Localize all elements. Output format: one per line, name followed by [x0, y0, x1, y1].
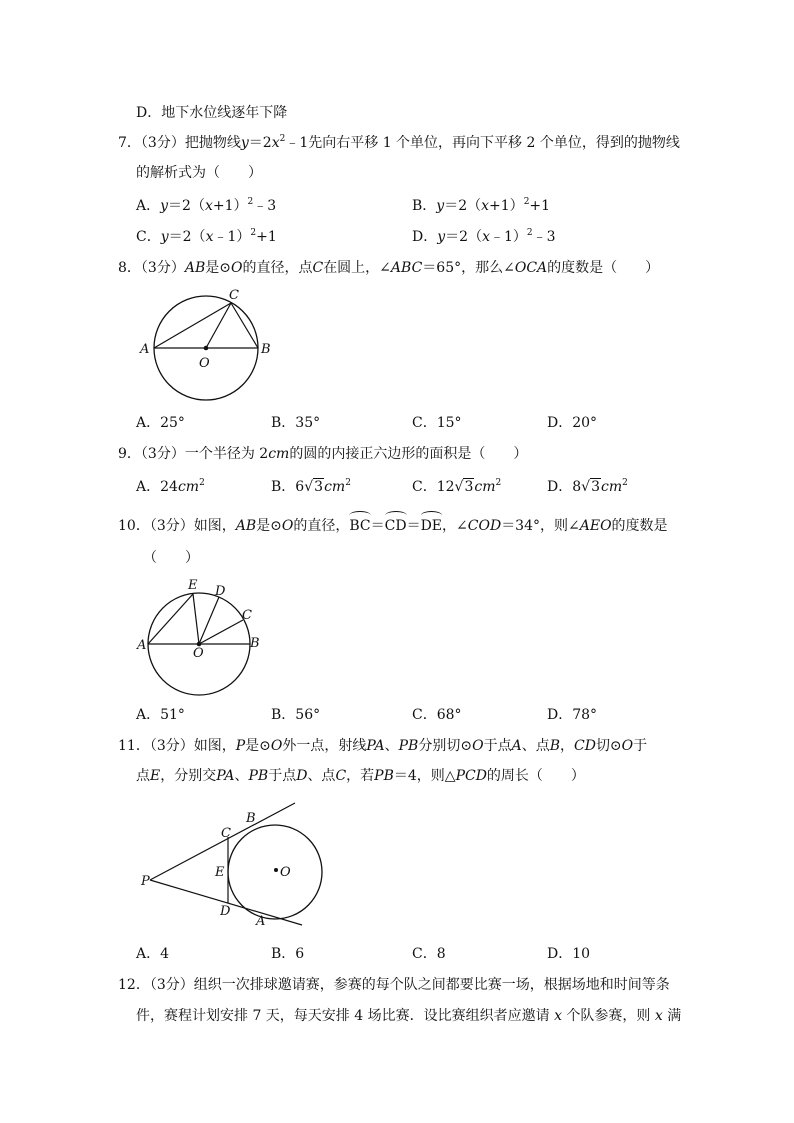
q11-label-d: D — [220, 904, 231, 919]
q9-option-b — [271, 477, 351, 497]
q8-figure — [130, 285, 280, 410]
text: 组织一次排球邀请赛，参赛的每个队之间都要比赛一场，根据场地和时间等条 — [193, 977, 670, 993]
seg-pb: PB — [374, 768, 394, 784]
q7-score: （3分） — [140, 135, 185, 151]
expr: ﹣3 — [253, 198, 277, 214]
var-y: y — [160, 198, 169, 214]
exponent: 2 — [250, 228, 257, 238]
q7-option-c — [136, 227, 277, 247]
pt-p: P — [235, 738, 246, 754]
arc-bc: BC — [349, 513, 370, 536]
q7-expr-y: y — [240, 135, 249, 151]
exponent: 2 — [523, 197, 530, 207]
q10-stem-line1 — [118, 513, 668, 536]
q10-figure — [130, 574, 275, 700]
pt-d: D — [296, 768, 308, 784]
arc-cd: CD — [385, 513, 407, 536]
text: 在圆上，∠ — [323, 260, 391, 276]
sqrt-symbol: √3 — [581, 479, 600, 495]
q11-stem-line2 — [136, 766, 585, 786]
pt-c: C — [335, 768, 347, 784]
text: 于点 — [268, 768, 297, 784]
q7-expr-tail: ﹣1 — [285, 135, 309, 151]
var-x: x — [654, 1008, 663, 1024]
expr: ＝2（ — [444, 198, 482, 214]
var-y: y — [437, 229, 446, 245]
option-label: B． — [271, 479, 296, 495]
unit: cm — [474, 479, 496, 495]
text: 的度数是（ ） — [547, 260, 660, 276]
text: 的直径， — [293, 518, 350, 534]
pt-o: O — [472, 738, 484, 754]
unit: cm — [324, 479, 346, 495]
q7-expr-x: x — [271, 135, 280, 151]
ray-pb: PB — [248, 768, 269, 784]
exponent: 2 — [199, 478, 205, 488]
text: 个队参赛，则 — [561, 1008, 655, 1024]
text: 外一点，射线 — [282, 738, 367, 754]
pt-b: B — [549, 738, 560, 754]
text: 的度数是 — [611, 518, 668, 534]
exponent: 2 — [345, 478, 351, 488]
text: 满 — [662, 1008, 682, 1024]
angle-cod: COD — [467, 518, 502, 534]
q11-option-d: D．10 — [547, 946, 591, 962]
q7-option-d — [412, 227, 556, 247]
text: 切⊙ — [595, 738, 622, 754]
q8-label-o: O — [199, 356, 210, 371]
q10-label-a: A — [137, 638, 147, 653]
text: ＝34°，则∠ — [501, 518, 580, 534]
q7-stem-line2: 的解析式为（ ） — [136, 165, 262, 181]
q7-text-post: 先向右平移 1 个单位，再向下平移 2 个单位，得到的抛物线 — [308, 135, 680, 151]
q8-score: （3分） — [140, 260, 185, 276]
q12-number: 12． — [118, 977, 150, 993]
text: 如图， — [193, 518, 236, 534]
q8-option-d: D．20° — [547, 415, 598, 431]
radicand: 3 — [591, 479, 600, 495]
ray-pa: PA — [216, 768, 235, 784]
option-label: D． — [412, 229, 438, 245]
q10-option-a: A．51° — [136, 707, 185, 723]
text: 是⊙ — [205, 260, 231, 276]
q10-option-c: C．68° — [412, 707, 462, 723]
q11-label-b: B — [246, 811, 256, 826]
text: 分别切⊙ — [418, 738, 473, 754]
q10-option-d: D．78° — [547, 707, 598, 723]
q11-option-c: C．8 — [412, 946, 446, 962]
text: 、 — [384, 738, 399, 754]
option-label: D． — [547, 479, 573, 495]
q11-stem-line1 — [118, 736, 647, 756]
q9-option-a — [136, 477, 205, 497]
text: ＝65°，那么∠ — [422, 260, 515, 276]
text: 、点 — [307, 768, 336, 784]
unit-cm: cm — [268, 446, 290, 462]
angle-oca: OCA — [514, 260, 548, 276]
triangle-pcd: PCD — [455, 768, 487, 784]
q10-score: （3分） — [149, 518, 194, 534]
q8-label-b: B — [261, 342, 271, 357]
q10-label-o: O — [193, 646, 204, 661]
unit: cm — [177, 479, 200, 495]
q6-option-d: D．地下水位线逐年下降 — [136, 105, 288, 121]
option-label: A． — [136, 479, 161, 495]
text: 、点 — [521, 738, 550, 754]
q9-number: 9． — [118, 446, 141, 462]
q11-label-o: O — [280, 865, 291, 880]
q8-stem — [118, 258, 659, 278]
exponent: 2 — [247, 197, 254, 207]
expr: ﹣1） — [213, 229, 251, 245]
q8-center-dot — [204, 346, 209, 351]
option-label: B． — [412, 198, 437, 214]
q10-radius-oc — [199, 620, 243, 644]
q12-score: （3分） — [149, 977, 194, 993]
q12-stem-line1 — [118, 975, 670, 995]
q8-chord-cb — [231, 303, 258, 348]
q10-label-c: C — [242, 608, 252, 623]
q8-chord-ac — [154, 303, 231, 348]
coef: 6 — [295, 479, 305, 495]
q10-label-b: B — [250, 636, 260, 651]
q8-label-a: A — [140, 342, 150, 357]
text: ＝ — [370, 518, 385, 534]
q11-label-p: P — [141, 874, 150, 889]
q7-expr-sup: 2 — [279, 134, 286, 144]
text: ， — [560, 738, 574, 754]
q8-number: 8． — [118, 260, 141, 276]
var-y: y — [160, 229, 169, 245]
pt-e: E — [150, 768, 161, 784]
q10-label-d: D — [215, 584, 226, 599]
radicand: 3 — [464, 479, 474, 495]
q11-number: 11． — [118, 738, 150, 754]
q7-stem-line1 — [118, 133, 680, 153]
q11-label-e: E — [215, 865, 225, 880]
q10-number: 10． — [118, 518, 150, 534]
text: ，分别交 — [160, 768, 217, 784]
expr: +1） — [489, 198, 524, 214]
q9-option-d — [547, 477, 628, 497]
text: 是⊙ — [256, 518, 282, 534]
option-label: A． — [136, 198, 161, 214]
q9-option-c — [412, 477, 501, 497]
q11-label-c: C — [221, 826, 231, 841]
text: ＝4，则△ — [393, 768, 456, 784]
text: ＝ — [406, 518, 421, 534]
exponent: 2 — [526, 228, 533, 238]
expr: +1） — [212, 198, 248, 214]
text: 的直径，点 — [242, 260, 313, 276]
q7-text: 把抛物线 — [184, 135, 241, 151]
seg-ab: AB — [235, 518, 257, 534]
text: 如图， — [193, 738, 236, 754]
exponent: 2 — [622, 478, 628, 488]
pt-c: C — [312, 260, 324, 276]
text: 的周长（ ） — [486, 768, 585, 784]
q8-option-c: C．15° — [412, 415, 462, 431]
text: 是⊙ — [245, 738, 271, 754]
q11-circle — [228, 825, 322, 919]
pt-o: O — [281, 518, 294, 534]
q11-center-dot — [274, 868, 278, 872]
sqrt-symbol: √3 — [454, 479, 474, 495]
q9-score: （3分） — [140, 446, 185, 462]
unit: cm — [601, 479, 623, 495]
ray-pa: PA — [366, 738, 385, 754]
sqrt-symbol: √3 — [304, 479, 324, 495]
text: 、 — [234, 768, 249, 784]
text: ，∠ — [442, 518, 468, 534]
text: 件，赛程计划安排 7 天，每天安排 4 场比赛．设比赛组织者应邀请 — [136, 1008, 555, 1024]
text: 于 — [633, 738, 648, 754]
text: 于点 — [483, 738, 512, 754]
text: 一个半径为 2 — [184, 446, 269, 462]
var-x: x — [481, 198, 490, 214]
q11-option-b: B．6 — [271, 946, 305, 962]
coef: 24 — [160, 479, 178, 495]
pt-o: O — [270, 738, 283, 754]
exponent: 2 — [495, 478, 502, 488]
option-label: C． — [412, 479, 437, 495]
q11-label-a: A — [256, 914, 266, 929]
option-label: C． — [136, 229, 161, 245]
q7-option-b — [412, 196, 550, 216]
expr: ＝2（ — [168, 229, 206, 245]
text: 的圆的内接正六边形的面积是（ ） — [289, 446, 528, 462]
q7-option-a — [136, 196, 276, 216]
pt-o: O — [230, 260, 243, 276]
var-x: x — [204, 198, 213, 214]
angle-abc: ABC — [390, 260, 423, 276]
radicand: 3 — [314, 479, 324, 495]
q7-expr-eq: ＝2 — [248, 135, 272, 151]
q10-radius-od — [199, 597, 219, 644]
q11-score: （3分） — [149, 738, 194, 754]
q7-number: 7． — [118, 135, 141, 151]
q12-stem-line2 — [136, 1006, 681, 1026]
q10-label-e: E — [188, 578, 198, 593]
q10-stem-line2: （ ） — [143, 550, 199, 566]
text: 点 — [136, 768, 150, 784]
coef: 8 — [572, 479, 582, 495]
pt-a: A — [511, 738, 522, 754]
var-x: x — [205, 229, 214, 245]
expr: ＝2（ — [168, 198, 205, 214]
arc-de: DE — [421, 513, 442, 536]
q8-option-a: A．25° — [136, 415, 185, 431]
q10-radius-oe — [193, 594, 199, 644]
expr: ﹣3 — [532, 229, 556, 245]
expr: ﹣1） — [489, 229, 527, 245]
angle-aeo: AEO — [579, 518, 612, 534]
q10-option-b: B．56° — [271, 707, 321, 723]
q9-stem — [118, 444, 527, 464]
seg-cd: CD — [574, 738, 596, 754]
expr: ＝2（ — [445, 229, 483, 245]
coef: 12 — [436, 479, 455, 495]
q8-option-b: B．35° — [271, 415, 321, 431]
q11-figure — [130, 797, 330, 932]
q8-label-c: C — [229, 288, 239, 303]
var-y: y — [436, 198, 445, 214]
var-x: x — [482, 229, 490, 245]
pt-o: O — [621, 738, 634, 754]
var-x: x — [554, 1008, 562, 1024]
ray-pb: PB — [398, 738, 419, 754]
expr: +1 — [256, 229, 277, 245]
text: ，若 — [346, 768, 375, 784]
seg-ab: AB — [184, 260, 206, 276]
expr: +1 — [529, 198, 551, 214]
q11-option-a: A．4 — [136, 946, 170, 962]
